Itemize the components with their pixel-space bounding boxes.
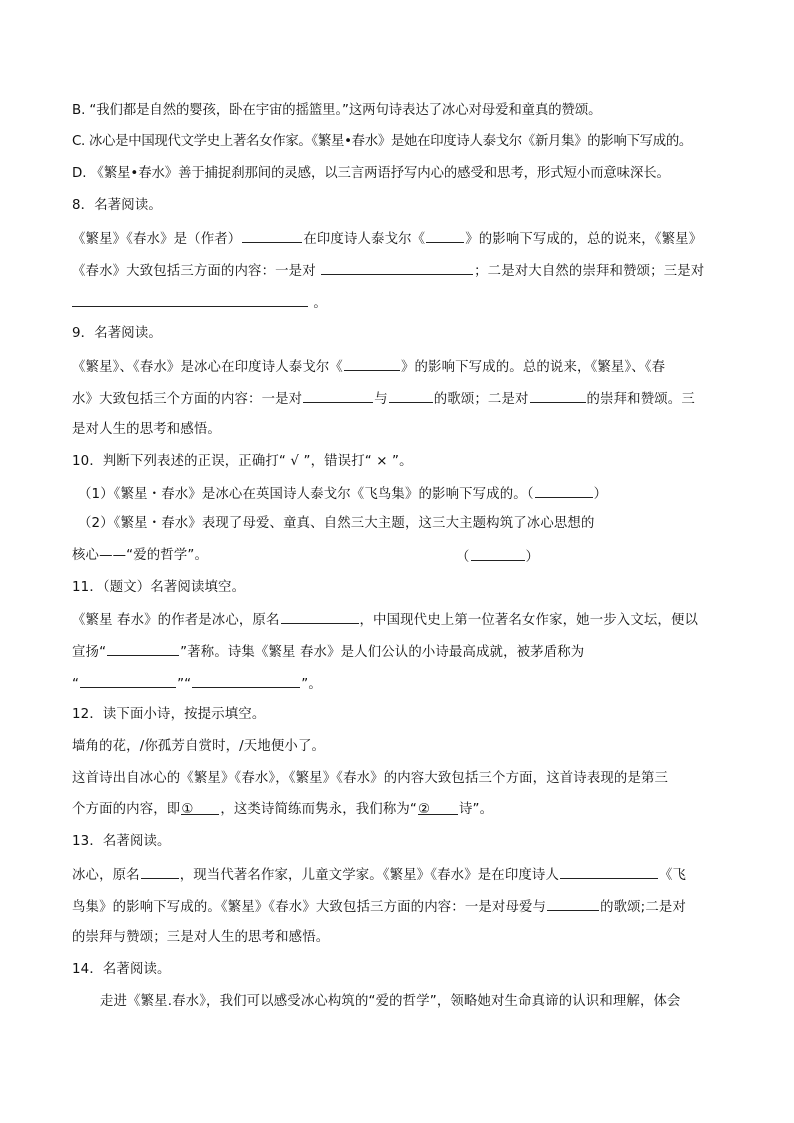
q11-blank-name-2[interactable] [192,673,300,688]
q13-blank-realname[interactable] [141,864,179,879]
option-c: C. 冰心是中国现代文学史上著名女作家。《繁星•春水》是她在印度诗人泰戈尔《新月集》的影响下写成的。 [72,134,693,149]
q9-line-2: 水》大致包括三个方面的内容：一是对 与 的歌颂；二是对 的崇拜和赞颂。三 [72,388,695,410]
q11-line-3: “ ”“ ”。 [72,673,322,695]
q10-answer-1[interactable] [535,483,593,498]
q13-line-2: 鸟集》的影响下写成的。《繁星》《春水》大致包括三方面的内容：一是对母爱与 的歌颂;二是对 [72,896,686,918]
q9-blank-a[interactable] [303,388,373,403]
q14-heading: 14．名著阅读。 [72,962,171,977]
q9-heading: 9．名著阅读。 [72,326,162,341]
q12-blank-1[interactable] [181,800,219,815]
q10-heading: 10．判断下列表述的正误，正确打“ √ ”，错误打“ × ”。 [72,454,413,469]
q13-line-3: 的崇拜与赞颂；三是对人生的思考和感悟。 [72,930,330,945]
q11-heading: 11．（题文）名著阅读填空。 [72,580,246,595]
q8-blank-first[interactable] [321,260,473,275]
q10-answer-2[interactable] [471,546,525,561]
q10-statement-2: （2）《繁星・春水》表现了母爱、童真、自然三大主题，这三大主题构筑了冰心思想的 [78,516,595,531]
q9-blank-b[interactable] [389,388,433,403]
q11-blank-realname[interactable] [281,609,359,624]
q10-answer-2-wrap: （ ） [456,546,539,568]
q9-line-1: 《繁星》、《春水》是冰心在印度诗人泰戈尔《 》的影响下写成的。总的说来，《繁星》、《春 [72,356,665,378]
q8-line-1: 《繁星》《春水》是（作者） 在印度诗人泰戈尔《 》的影响下写成的，总的说来，《繁星》 [72,228,702,250]
q8-blank-book[interactable] [426,228,464,243]
q8-line-2: 《春水》大致包括三方面的内容：一是对 ；二是对大自然的崇拜和赞颂；三是对 [72,260,704,282]
q12-marker-1: ① [181,802,194,817]
q8-blank-author[interactable] [242,228,302,243]
q13-heading: 13．名著阅读。 [72,834,171,849]
q11-blank-theme[interactable] [107,641,179,656]
q14-line-1: 走进《繁星.春水》，我们可以感受冰心构筑的“爱的哲学”，领略她对生命真谛的认识和理解，体会 [100,994,681,1009]
q12-poem: 墙角的花，/你孤芳自赏时，/天地便小了。 [72,739,326,754]
q12-blank-2[interactable] [418,800,458,815]
q11-line-2: 宣扬“ ”著称。诗集《繁星 春水》是人们公认的小诗最高成就，被茅盾称为 [72,641,584,663]
q13-blank-poet[interactable] [560,864,658,879]
q12-line-2: 个方面的内容，即① ，这类诗简练而隽永，我们称为“② 诗”。 [72,802,494,817]
q9-blank-book[interactable] [344,356,400,371]
q9-line-3: 是对人生的思考和感悟。 [72,422,221,437]
q12-marker-2: ② [417,802,431,817]
option-b: B. “我们都是自然的婴孩，卧在宇宙的摇篮里。”这两句诗表达了冰心对母爱和童真的赞颂。 [72,103,602,118]
q8-blank-third[interactable] [72,292,308,307]
option-d: D. 《繁星•春水》善于捕捉刹那间的灵感，以三言两语抒写内心的感受和思考，形式短小而意味深长。 [72,166,670,181]
q8-line-3: 。 [72,292,327,314]
q10-statement-1: （1）《繁星・春水》是冰心在英国诗人泰戈尔《飞鸟集》的影响下写成的。（ ） [78,483,607,505]
q9-blank-c[interactable] [530,388,586,403]
q12-heading: 12．读下面小诗，按提示填空。 [72,707,266,722]
q10-statement-2-cont: 核心——“爱的哲学”。 （ ） [72,546,208,566]
q11-blank-name-1[interactable] [80,673,176,688]
q13-line-1: 冰心，原名 ，现当代著名作家，儿童文学家。《繁星》《春水》是在印度诗人 《飞 [72,864,686,886]
q8-heading: 8．名著阅读。 [72,198,162,213]
q12-line-1: 这首诗出自冰心的《繁星》《春水》，《繁星》《春水》的内容大致包括三个方面，这首诗表现的是第三 [72,771,669,786]
q13-blank-a[interactable] [547,896,599,911]
q11-line-1: 《繁星 春水》的作者是冰心，原名 ，中国现代史上第一位著名女作家，她一步入文坛，便以 [72,609,698,631]
